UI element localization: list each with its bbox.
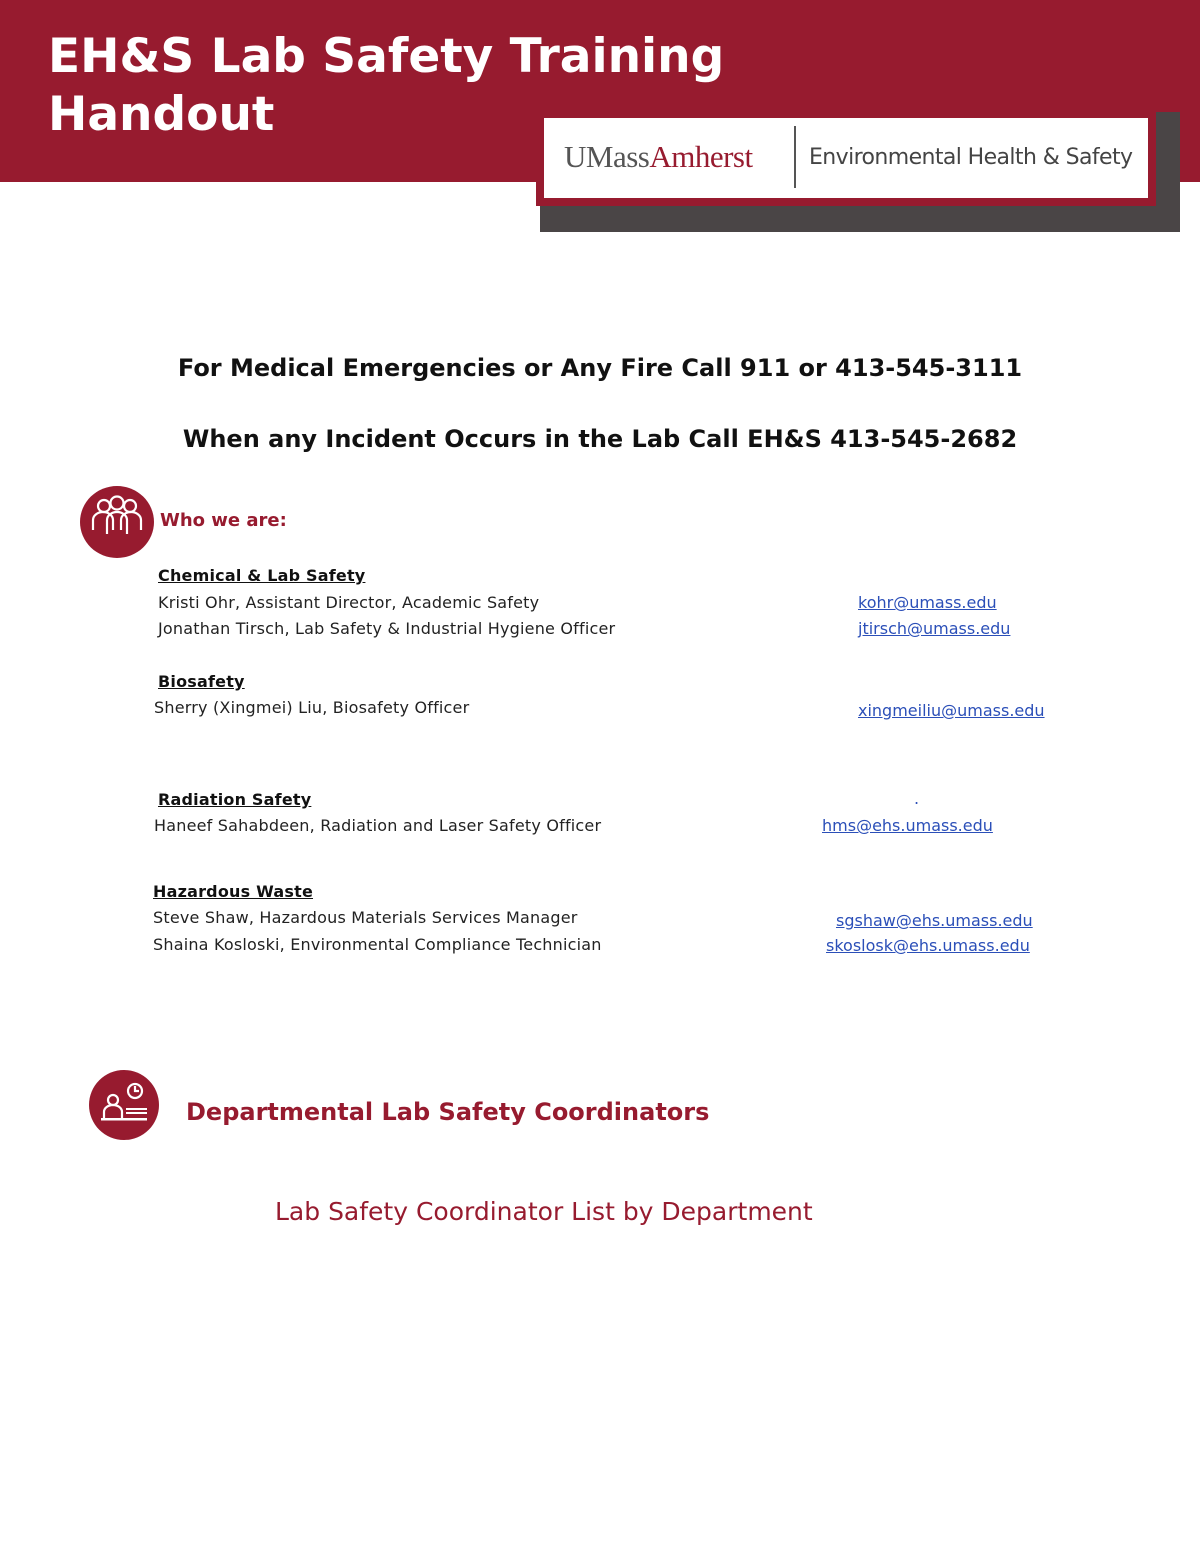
email-link[interactable]: hms@ehs.umass.edu (822, 816, 993, 835)
logo-divider (794, 126, 796, 188)
stray-dot: . (914, 789, 920, 808)
emergency-incident-line: When any Incident Occurs in the Lab Call EH&S 413-545-2682 (182, 425, 1018, 453)
email-link[interactable]: skoslosk@ehs.umass.edu (826, 936, 1030, 955)
logo-amherst-text: Amherst (649, 139, 753, 174)
person-name: Shaina Kosloski, Environmental Compliance Technician (153, 935, 602, 954)
coordinators-heading: Departmental Lab Safety Coordinators (186, 1098, 710, 1126)
section-title-radiation: Radiation Safety (158, 790, 312, 809)
person-name: Steve Shaw, Hazardous Materials Services Manager (153, 908, 578, 927)
section-title-biosafety: Biosafety (158, 672, 245, 691)
person-name: Haneef Sahabdeen, Radiation and Laser Safety Officer (154, 816, 602, 835)
email-link[interactable]: kohr@umass.edu (858, 593, 997, 612)
umass-amherst-wordmark (564, 138, 753, 176)
people-group-icon (80, 486, 154, 558)
page-title-line2: Handout (48, 87, 275, 142)
person-name: Jonathan Tirsch, Lab Safety & Industrial Hygiene Officer (158, 619, 616, 638)
person-name: Sherry (Xingmei) Liu, Biosafety Officer (154, 698, 470, 717)
email-link[interactable]: sgshaw@ehs.umass.edu (836, 911, 1033, 930)
logo-department-text: Environmental Health & Safety (809, 145, 1133, 170)
section-title-chemical: Chemical & Lab Safety (158, 566, 366, 585)
presenter-desk-icon (89, 1070, 159, 1140)
emergency-fire-line: For Medical Emergencies or Any Fire Call 911 or 413-545-3111 (177, 354, 1023, 382)
coordinator-list-link[interactable]: Lab Safety Coordinator List by Department (275, 1197, 813, 1226)
umass-ehs-logo (544, 118, 1148, 198)
email-link[interactable]: xingmeiliu@umass.edu (858, 701, 1045, 720)
who-we-are-heading: Who we are: (160, 510, 287, 531)
section-title-hazardous-waste: Hazardous Waste (153, 882, 314, 901)
logo-umass-text: UMass (564, 139, 650, 174)
person-name: Kristi Ohr, Assistant Director, Academic Safety (158, 593, 540, 612)
email-link[interactable]: jtirsch@umass.edu (858, 619, 1011, 638)
page-title-line1: EH&S Lab Safety Training (48, 29, 725, 84)
